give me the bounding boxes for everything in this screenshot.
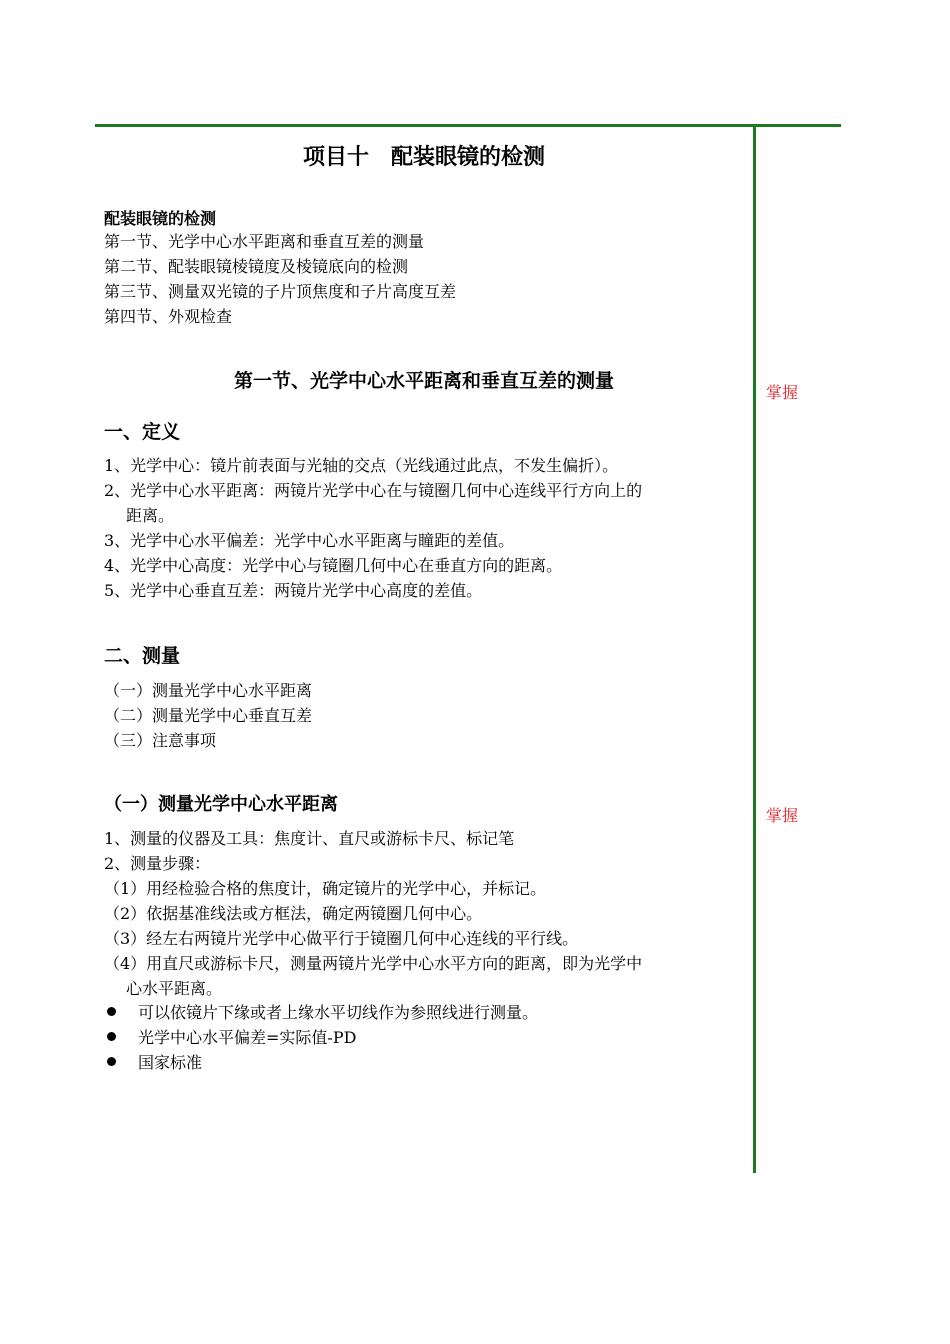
- bullet-icon: [107, 1057, 116, 1066]
- definition-line: 1、光学中心：镜片前表面与光轴的交点（光线通过此点，不发生偏折）。: [104, 456, 619, 475]
- measurement-heading: 二、测量: [104, 645, 181, 667]
- step-line: 2、测量步骤：: [104, 854, 211, 873]
- margin-note: 掌握: [766, 806, 799, 825]
- margin-note: 掌握: [766, 383, 799, 402]
- toc-item: 第二节、配装眼镜棱镜度及棱镜底向的检测: [104, 257, 409, 276]
- bullet-item: 光学中心水平偏差=实际值-PD: [138, 1028, 357, 1047]
- top-rule: [95, 124, 841, 127]
- step-line: 心水平距离。: [126, 979, 223, 998]
- toc-item: 第三节、测量双光镜的子片顶焦度和子片高度互差: [104, 282, 457, 301]
- page-title: 项目十 配装眼镜的检测: [302, 145, 545, 170]
- step-line: （3）经左右两镜片光学中心做平行于镜圈几何中心连线的平行线。: [104, 929, 579, 948]
- definition-line: 距离。: [126, 506, 175, 525]
- step-line: （4）用直尺或游标卡尺，测量两镜片光学中心水平方向的距离，即为光学中: [104, 954, 643, 973]
- margin-rule: [753, 124, 756, 1173]
- definition-line: 3、光学中心水平偏差：光学中心水平距离与瞳距的差值。: [104, 531, 515, 550]
- definition-line: 5、光学中心垂直互差：两镜片光学中心高度的差值。: [104, 581, 483, 600]
- definition-line: 4、光学中心高度：光学中心与镜圈几何中心在垂直方向的距离。: [104, 556, 563, 575]
- bullet-item: 可以依镜片下缘或者上缘水平切线作为参照线进行测量。: [138, 1003, 539, 1022]
- measurement-item: （二）测量光学中心垂直互差: [104, 706, 313, 725]
- step-line: 1、测量的仪器及工具：焦度计、直尺或游标卡尺、标记笔: [104, 829, 515, 848]
- toc-item: 第一节、光学中心水平距离和垂直互差的测量: [104, 232, 425, 251]
- section-title: 第一节、光学中心水平距离和垂直互差的测量: [233, 370, 614, 392]
- measurement-item: （三）注意事项: [104, 731, 217, 750]
- toc-heading: 配装眼镜的检测: [104, 209, 217, 228]
- bullet-icon: [107, 1032, 116, 1041]
- step-line: （1）用经检验合格的焦度计，确定镜片的光学中心，并标记。: [104, 879, 547, 898]
- definition-line: 2、光学中心水平距离：两镜片光学中心在与镜圈几何中心连线平行方向上的: [104, 481, 643, 500]
- toc-item: 第四节、外观检查: [104, 307, 233, 326]
- bullet-item: 国家标准: [138, 1053, 203, 1072]
- definition-heading: 一、定义: [104, 421, 181, 443]
- bullet-icon: [107, 1007, 116, 1016]
- step-line: （2）依据基准线法或方框法，确定两镜圈几何中心。: [104, 904, 483, 923]
- subsection-title: （一）测量光学中心水平距离: [104, 794, 338, 815]
- measurement-item: （一）测量光学中心水平距离: [104, 681, 313, 700]
